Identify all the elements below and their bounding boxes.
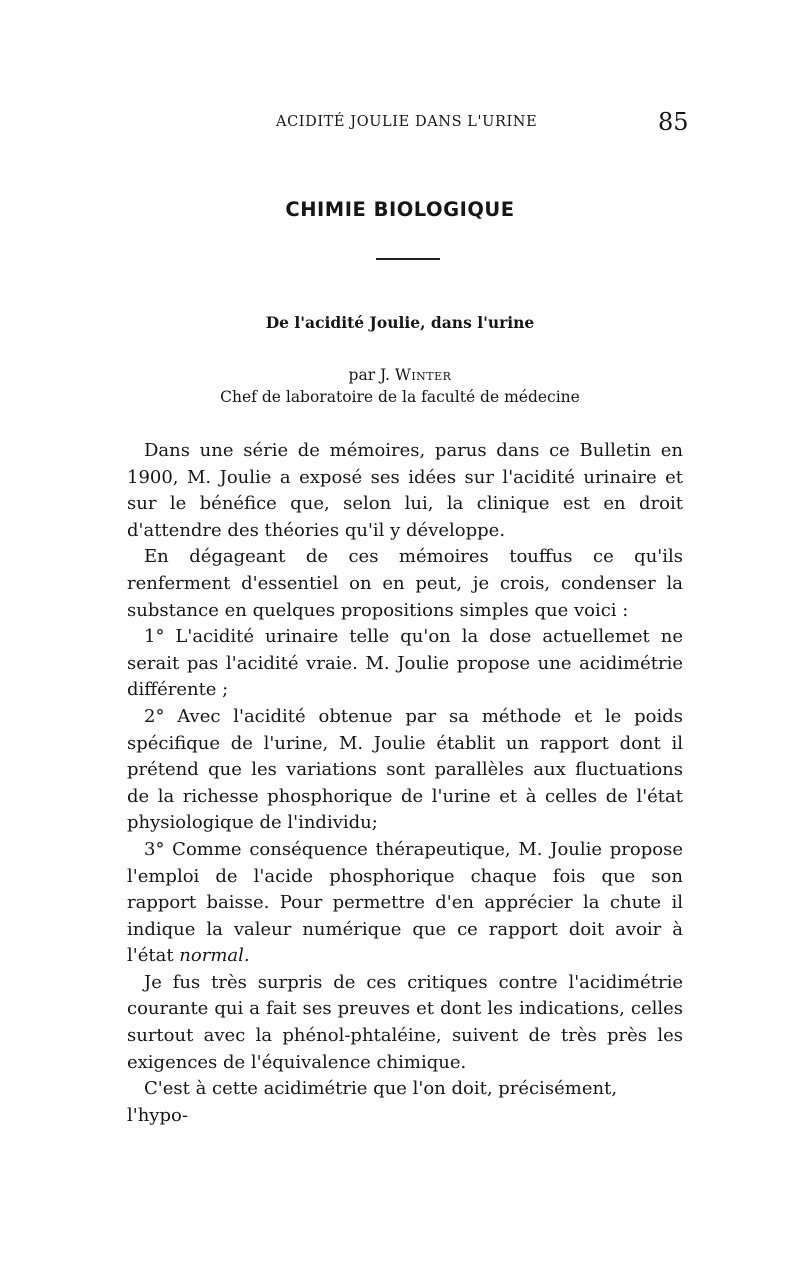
section-title: CHIMIE BIOLOGIQUE: [285, 198, 515, 221]
paragraph-6: Je fus très surpris de ces critiques contre l'acidimétrie courante qui a fait ses preuves et dont les indications, celles surtout avec la phénol-phtaléine, suivent de très près les exigences de l'équivalence chimique.: [127, 971, 683, 1073]
paragraph-3: 1° L'acidité urinaire telle qu'on la dose actuellemet ne serait pas l'acidité vraie. M. Joulie propose une acidimétrie différente ;: [127, 626, 683, 701]
byline: [0, 366, 800, 384]
emphasis-normal: normal.: [179, 945, 250, 967]
page-number: 85: [658, 108, 689, 136]
article-title: De l'acidité Joulie, dans l'urine: [265, 313, 535, 332]
paragraph-1: Dans une série de mémoires, parus dans ce Bulletin en 1900, M. Joulie a exposé ses idées sur l'acidité urinaire et sur le bénéfice que, selon lui, la clinique est en droit d'attendre des théories qu'il y développe.: [127, 440, 683, 541]
paragraph-5-text: 3° Comme conséquence thérapeutique, M. Joulie propose l'emploi de l'acide phosphorique chaque fois que son rapport baisse. Pour permettre d'en apprécier la chute il indique la valeur numérique que ce rapport doit avoir à l'état: [127, 838, 683, 967]
paragraph-2: En dégageant de ces mémoires touffus ce qu'ils renferment d'essentiel on en peut, je crois, condenser la substance en quelques propositions simples que voici :: [127, 546, 683, 621]
paragraph-4: 2° Avec l'acidité obtenue par sa méthode et le poids spécifique de l'urine, M. Joulie établit un rapport dont il prétend que les variations sont parallèles aux fluctuations de la richesse phosphorique de l'urine et à celles de l'état physiologique de l'individu;: [127, 705, 683, 834]
paragraph-7: C'est à cette acidimétrie que l'on doit, précisément, l'hypo-: [127, 1078, 618, 1126]
title-divider: [376, 258, 440, 260]
paragraph-5: [127, 837, 683, 970]
author-affiliation: Chef de laboratoire de la faculté de médecine: [220, 388, 580, 406]
author-name: Winter: [394, 366, 452, 384]
body-text: [127, 438, 683, 1129]
running-head: ACIDITÉ JOULIE DANS L'URINE: [276, 114, 538, 130]
byline-prefix: par J.: [348, 366, 390, 384]
